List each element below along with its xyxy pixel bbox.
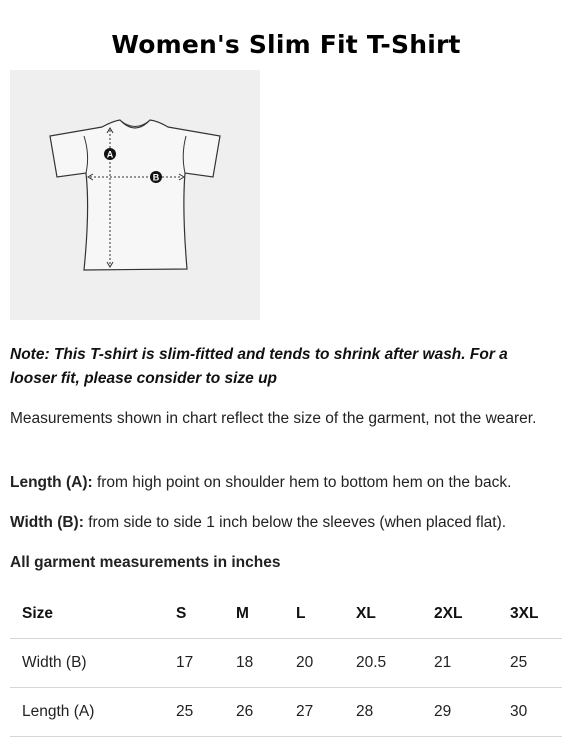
table-header-row — [10, 590, 562, 639]
header-xl: XL — [356, 590, 434, 639]
table-cell: 25 — [176, 688, 236, 737]
table-cell: 25 — [510, 639, 562, 688]
header-s: S — [176, 590, 236, 639]
header-l: L — [296, 590, 356, 639]
table-cell: 21 — [434, 639, 510, 688]
tshirt-diagram — [10, 70, 260, 320]
size-chart-table — [10, 590, 562, 737]
table-cell: 26 — [236, 688, 296, 737]
table-cell: 18 — [236, 639, 296, 688]
fit-note: Note: This T-shirt is slim-fitted and tends to shrink after wash. For a looser fit, please consider to size up — [10, 346, 508, 387]
table-cell: 27 — [296, 688, 356, 737]
row-label: Length (A) — [10, 688, 176, 737]
header-m: M — [236, 590, 296, 639]
measurements-info: Measurements shown in chart reflect the size of the garment, not the wearer. — [10, 410, 537, 427]
page-title: Women's Slim Fit T-Shirt — [111, 30, 461, 59]
table-cell: 28 — [356, 688, 434, 737]
table-cell: 17 — [176, 639, 236, 688]
marker-b-label: B — [152, 172, 160, 183]
table-row — [10, 688, 562, 737]
header-2xl: 2XL — [434, 590, 510, 639]
table-cell: 20.5 — [356, 639, 434, 688]
table-cell: 29 — [434, 688, 510, 737]
table-cell: 20 — [296, 639, 356, 688]
length-label: Length (A): — [10, 474, 93, 491]
width-label: Width (B): — [10, 514, 84, 531]
table-cell: 30 — [510, 688, 562, 737]
header-size: Size — [10, 590, 176, 639]
marker-a-label: A — [106, 149, 114, 160]
tshirt-outline-icon — [10, 70, 260, 320]
width-description: from side to side 1 inch below the sleeves (when placed flat). — [83, 514, 507, 531]
row-label: Width (B) — [10, 639, 176, 688]
length-definition — [10, 471, 565, 495]
table-row — [10, 639, 562, 688]
length-description: from high point on shoulder hem to bottom hem on the back. — [92, 474, 512, 491]
width-definition — [10, 511, 565, 535]
header-3xl: 3XL — [510, 590, 562, 639]
units-note: All garment measurements in inches — [10, 554, 281, 571]
